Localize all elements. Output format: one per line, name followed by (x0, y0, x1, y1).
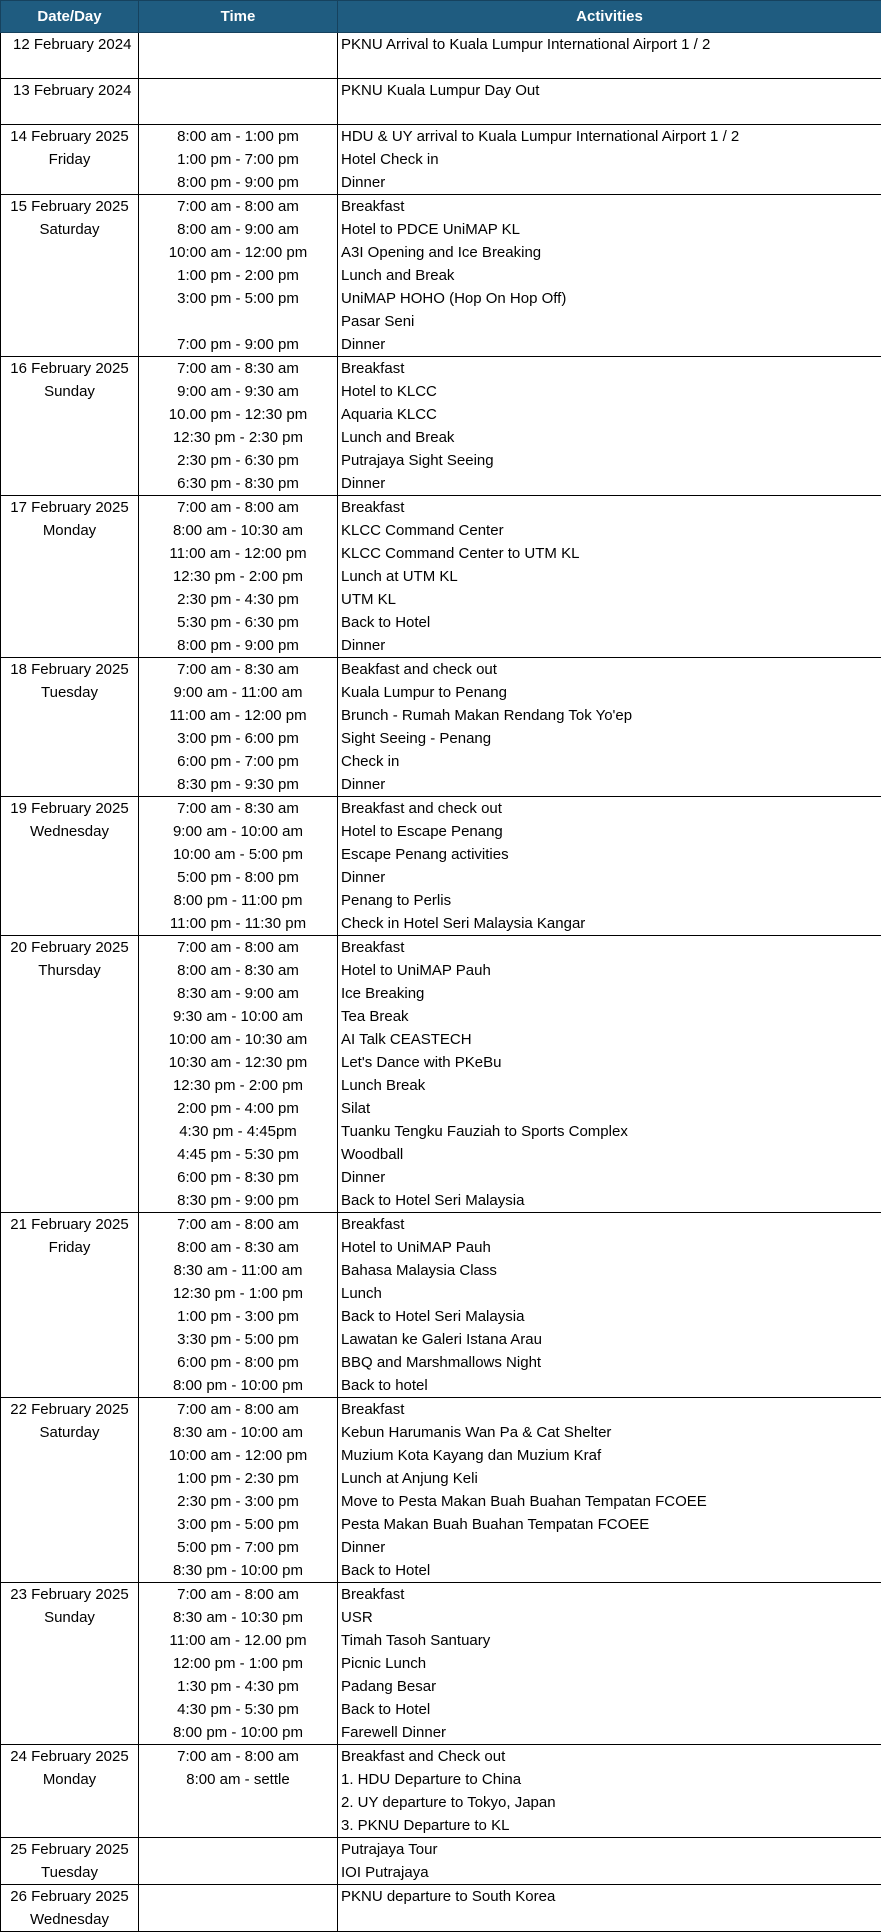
time-slot (139, 1838, 337, 1861)
time-slot: 3:00 pm - 5:00 pm (139, 1513, 337, 1536)
time-slot: 2:30 pm - 4:30 pm (139, 588, 337, 611)
time-slot: 7:00 am - 8:00 am (139, 496, 337, 519)
date-cell (1, 1213, 139, 1398)
activity-item: BBQ and Marshmallows Night (338, 1351, 881, 1374)
date-cell (1, 79, 139, 125)
activity-item: Kuala Lumpur to Penang (338, 681, 881, 704)
day-group-row (1, 797, 881, 936)
activity-item: Dinner (338, 866, 881, 889)
date-label: 24 February 2025 (1, 1745, 138, 1768)
time-slot: 4:30 pm - 5:30 pm (139, 1698, 337, 1721)
time-slot (139, 79, 337, 102)
time-slot: 11:00 am - 12:00 pm (139, 704, 337, 727)
day-label: Wednesday (1, 1908, 138, 1931)
activity-item: Back to Hotel (338, 1559, 881, 1582)
activities-cell (338, 1398, 881, 1583)
activity-item: Back to Hotel (338, 611, 881, 634)
activity-item: Lunch Break (338, 1074, 881, 1097)
time-slot: 7:00 am - 8:30 am (139, 797, 337, 820)
day-label: Tuesday (1, 1861, 138, 1884)
time-slot (139, 1885, 337, 1908)
activity-item: Breakfast (338, 936, 881, 959)
activity-item: Pasar Seni (338, 310, 881, 333)
date-cell (1, 357, 139, 496)
activities-cell (338, 79, 881, 125)
header-time: Time (139, 1, 338, 33)
activity-item: AI Talk CEASTECH (338, 1028, 881, 1051)
activity-item: Breakfast (338, 1213, 881, 1236)
day-group-row (1, 1583, 881, 1745)
activity-item: Lunch at Anjung Keli (338, 1467, 881, 1490)
time-cell (139, 79, 338, 125)
time-slot: 1:30 pm - 4:30 pm (139, 1675, 337, 1698)
date-cell (1, 1583, 139, 1745)
time-slot: 3:00 pm - 5:00 pm (139, 287, 337, 310)
activity-item: Let's Dance with PKeBu (338, 1051, 881, 1074)
activity-item: Hotel Check in (338, 148, 881, 171)
time-slot: 8:00 pm - 10:00 pm (139, 1721, 337, 1744)
time-slot: 7:00 am - 8:00 am (139, 1398, 337, 1421)
day-group-row (1, 79, 881, 125)
time-slot: 9:00 am - 9:30 am (139, 380, 337, 403)
time-slot: 8:00 pm - 9:00 pm (139, 634, 337, 657)
date-cell (1, 797, 139, 936)
time-cell (139, 797, 338, 936)
time-slot: 10:00 am - 12:00 pm (139, 1444, 337, 1467)
time-slot: 6:00 pm - 8:00 pm (139, 1351, 337, 1374)
activity-item: Breakfast (338, 496, 881, 519)
time-slot: 4:30 pm - 4:45pm (139, 1120, 337, 1143)
time-slot: 1:00 pm - 3:00 pm (139, 1305, 337, 1328)
header-activities: Activities (338, 1, 881, 33)
activity-item: UTM KL (338, 588, 881, 611)
time-slot: 3:30 pm - 5:00 pm (139, 1328, 337, 1351)
activity-item: Pesta Makan Buah Buahan Tempatan FCOEE (338, 1513, 881, 1536)
activity-item: Breakfast (338, 1398, 881, 1421)
activity-item: Sight Seeing - Penang (338, 727, 881, 750)
activity-item: Escape Penang activities (338, 843, 881, 866)
header-date: Date/Day (1, 1, 139, 33)
activity-item: Ice Breaking (338, 982, 881, 1005)
activity-item: Check in (338, 750, 881, 773)
activity-item: Dinner (338, 1166, 881, 1189)
time-slot: 8:00 am - 9:00 am (139, 218, 337, 241)
time-slot: 7:00 am - 8:30 am (139, 658, 337, 681)
activity-item: KLCC Command Center (338, 519, 881, 542)
date-label: 25 February 2025 (1, 1838, 138, 1861)
time-slot: 11:00 am - 12.00 pm (139, 1629, 337, 1652)
time-slot: 1:00 pm - 7:00 pm (139, 148, 337, 171)
activity-item: Breakfast (338, 195, 881, 218)
activities-cell (338, 1885, 881, 1932)
date-label: 21 February 2025 (1, 1213, 138, 1236)
date-label: 22 February 2025 (1, 1398, 138, 1421)
activity-item: Back to hotel (338, 1374, 881, 1397)
activity-item: Picnic Lunch (338, 1652, 881, 1675)
time-slot (139, 1861, 337, 1884)
time-cell (139, 1583, 338, 1745)
day-group-row (1, 1745, 881, 1838)
time-slot (139, 1814, 337, 1837)
activity-item: PKNU Kuala Lumpur Day Out (338, 79, 881, 102)
date-label: 14 February 2025 (1, 125, 138, 148)
date-cell (1, 496, 139, 658)
time-cell (139, 1885, 338, 1932)
activity-item: Tuanku Tengku Fauziah to Sports Complex (338, 1120, 881, 1143)
activity-item: HDU & UY arrival to Kuala Lumpur International Airport 1 / 2 (338, 125, 881, 148)
activity-item: Dinner (338, 1536, 881, 1559)
day-label: Sunday (1, 1606, 138, 1629)
time-slot: 9:30 am - 10:00 am (139, 1005, 337, 1028)
time-slot: 5:00 pm - 7:00 pm (139, 1536, 337, 1559)
day-group-row (1, 357, 881, 496)
time-cell (139, 125, 338, 195)
activity-item: Dinner (338, 171, 881, 194)
day-label: Saturday (1, 218, 138, 241)
time-slot: 8:00 pm - 11:00 pm (139, 889, 337, 912)
date-label: 23 February 2025 (1, 1583, 138, 1606)
time-slot: 6:00 pm - 7:00 pm (139, 750, 337, 773)
time-slot: 10:00 am - 12:00 pm (139, 241, 337, 264)
day-label: Saturday (1, 1421, 138, 1444)
time-slot: 8:30 am - 9:00 am (139, 982, 337, 1005)
day-group-row (1, 125, 881, 195)
activities-cell (338, 1213, 881, 1398)
date-cell (1, 33, 139, 79)
time-cell (139, 658, 338, 797)
time-slot (139, 310, 337, 333)
date-label: 18 February 2025 (1, 658, 138, 681)
day-label: Friday (1, 148, 138, 171)
activities-cell (338, 658, 881, 797)
time-cell (139, 1398, 338, 1583)
time-slot (139, 33, 337, 56)
activity-item: Breakfast and check out (338, 797, 881, 820)
activity-item: Lunch and Break (338, 426, 881, 449)
day-group-row (1, 1398, 881, 1583)
time-slot: 8:00 am - 8:30 am (139, 1236, 337, 1259)
date-label: 15 February 2025 (1, 195, 138, 218)
activity-item: Dinner (338, 773, 881, 796)
activity-item: Hotel to KLCC (338, 380, 881, 403)
date-label: 17 February 2025 (1, 496, 138, 519)
time-slot: 8:30 pm - 10:00 pm (139, 1559, 337, 1582)
time-slot: 10:30 am - 12:30 pm (139, 1051, 337, 1074)
time-slot: 8:00 am - settle (139, 1768, 337, 1791)
time-slot: 7:00 am - 8:00 am (139, 936, 337, 959)
activity-item: 1. HDU Departure to China (338, 1768, 881, 1791)
day-group-row (1, 658, 881, 797)
date-cell (1, 1885, 139, 1932)
time-cell (139, 357, 338, 496)
time-slot: 4:45 pm - 5:30 pm (139, 1143, 337, 1166)
activities-cell (338, 1745, 881, 1838)
time-slot: 2:30 pm - 6:30 pm (139, 449, 337, 472)
activity-item: Woodball (338, 1143, 881, 1166)
activity-item: Aquaria KLCC (338, 403, 881, 426)
activity-item: Breakfast (338, 1583, 881, 1606)
time-cell (139, 496, 338, 658)
activity-item: Hotel to PDCE UniMAP KL (338, 218, 881, 241)
activity-item: Padang Besar (338, 1675, 881, 1698)
time-slot: 10:00 am - 5:00 pm (139, 843, 337, 866)
date-cell (1, 125, 139, 195)
time-slot: 8:30 am - 10:30 pm (139, 1606, 337, 1629)
time-slot: 3:00 pm - 6:00 pm (139, 727, 337, 750)
time-slot: 12:30 pm - 2:30 pm (139, 426, 337, 449)
activity-item: Penang to Perlis (338, 889, 881, 912)
time-slot: 8:00 am - 10:30 am (139, 519, 337, 542)
time-slot: 1:00 pm - 2:30 pm (139, 1467, 337, 1490)
date-label: 20 February 2025 (1, 936, 138, 959)
day-label: Monday (1, 1768, 138, 1791)
time-slot: 6:30 pm - 8:30 pm (139, 472, 337, 495)
activity-item: Breakfast and Check out (338, 1745, 881, 1768)
activities-cell (338, 357, 881, 496)
time-slot: 7:00 am - 8:00 am (139, 195, 337, 218)
date-cell (1, 1745, 139, 1838)
time-slot: 12:00 pm - 1:00 pm (139, 1652, 337, 1675)
activity-item: Hotel to UniMAP Pauh (338, 1236, 881, 1259)
day-label: Sunday (1, 380, 138, 403)
day-label: Thursday (1, 959, 138, 982)
time-slot: 8:30 pm - 9:30 pm (139, 773, 337, 796)
time-cell (139, 1838, 338, 1885)
activities-cell (338, 195, 881, 357)
time-slot: 8:00 am - 1:00 pm (139, 125, 337, 148)
time-slot: 11:00 am - 12:00 pm (139, 542, 337, 565)
activities-cell (338, 797, 881, 936)
day-group-row (1, 936, 881, 1213)
date-cell (1, 936, 139, 1213)
time-slot: 8:00 am - 8:30 am (139, 959, 337, 982)
date-cell (1, 195, 139, 357)
time-slot: 7:00 am - 8:00 am (139, 1745, 337, 1768)
time-slot: 9:00 am - 10:00 am (139, 820, 337, 843)
activity-item: Lawatan ke Galeri Istana Arau (338, 1328, 881, 1351)
time-cell (139, 33, 338, 79)
time-slot: 9:00 am - 11:00 am (139, 681, 337, 704)
date-label: 19 February 2025 (1, 797, 138, 820)
time-cell (139, 1745, 338, 1838)
time-slot: 7:00 am - 8:30 am (139, 357, 337, 380)
time-cell (139, 195, 338, 357)
activity-item: 2. UY departure to Tokyo, Japan (338, 1791, 881, 1814)
activity-item: UniMAP HOHO (Hop On Hop Off) (338, 287, 881, 310)
time-slot: 10.00 pm - 12:30 pm (139, 403, 337, 426)
activity-item: Move to Pesta Makan Buah Buahan Tempatan FCOEE (338, 1490, 881, 1513)
day-label: Wednesday (1, 820, 138, 843)
activity-item: Muzium Kota Kayang dan Muzium Kraf (338, 1444, 881, 1467)
time-slot: 12:30 pm - 2:00 pm (139, 1074, 337, 1097)
activity-item: Farewell Dinner (338, 1721, 881, 1744)
date-label: 16 February 2025 (1, 357, 138, 380)
activities-cell (338, 496, 881, 658)
activity-item: Back to Hotel Seri Malaysia (338, 1305, 881, 1328)
activity-item: Lunch and Break (338, 264, 881, 287)
time-slot: 11:00 pm - 11:30 pm (139, 912, 337, 935)
activity-item: Lunch (338, 1282, 881, 1305)
date-cell (1, 1838, 139, 1885)
activities-cell (338, 33, 881, 79)
time-slot: 7:00 am - 8:00 am (139, 1213, 337, 1236)
activity-item: USR (338, 1606, 881, 1629)
date-label: 13 February 2024 (1, 79, 138, 102)
activity-item: Silat (338, 1097, 881, 1120)
activity-item: Dinner (338, 333, 881, 356)
activity-item: Tea Break (338, 1005, 881, 1028)
activity-item: IOI Putrajaya (338, 1861, 881, 1884)
day-label: Friday (1, 1236, 138, 1259)
activity-item: Back to Hotel Seri Malaysia (338, 1189, 881, 1212)
itinerary-body (1, 33, 881, 1932)
time-slot: 6:00 pm - 8:30 pm (139, 1166, 337, 1189)
activity-item: Timah Tasoh Santuary (338, 1629, 881, 1652)
day-group-row (1, 1213, 881, 1398)
time-slot: 8:00 pm - 10:00 pm (139, 1374, 337, 1397)
time-slot: 8:00 pm - 9:00 pm (139, 171, 337, 194)
day-group-row (1, 195, 881, 357)
time-slot: 5:00 pm - 8:00 pm (139, 866, 337, 889)
activity-item: Hotel to Escape Penang (338, 820, 881, 843)
activities-cell (338, 936, 881, 1213)
time-slot: 8:30 am - 10:00 am (139, 1421, 337, 1444)
time-slot: 7:00 am - 8:00 am (139, 1583, 337, 1606)
time-cell (139, 1213, 338, 1398)
activity-item: Breakfast (338, 357, 881, 380)
activity-item: Putrajaya Tour (338, 1838, 881, 1861)
day-label: Tuesday (1, 681, 138, 704)
activity-item: Dinner (338, 472, 881, 495)
day-group-row (1, 33, 881, 79)
date-cell (1, 658, 139, 797)
activities-cell (338, 1583, 881, 1745)
activity-item: Hotel to UniMAP Pauh (338, 959, 881, 982)
activity-item: Check in Hotel Seri Malaysia Kangar (338, 912, 881, 935)
activity-item: PKNU Arrival to Kuala Lumpur International Airport 1 / 2 (338, 33, 881, 56)
activity-item: 3. PKNU Departure to KL (338, 1814, 881, 1837)
activity-item: Lunch at UTM KL (338, 565, 881, 588)
activity-item: Kebun Harumanis Wan Pa & Cat Shelter (338, 1421, 881, 1444)
activity-item: Beakfast and check out (338, 658, 881, 681)
activity-item: Putrajaya Sight Seeing (338, 449, 881, 472)
time-slot: 5:30 pm - 6:30 pm (139, 611, 337, 634)
activity-item: A3I Opening and Ice Breaking (338, 241, 881, 264)
time-slot: 8:30 pm - 9:00 pm (139, 1189, 337, 1212)
activity-item: KLCC Command Center to UTM KL (338, 542, 881, 565)
day-group-row (1, 1885, 881, 1932)
time-slot: 12:30 pm - 1:00 pm (139, 1282, 337, 1305)
day-label: Monday (1, 519, 138, 542)
activity-item: PKNU departure to South Korea (338, 1885, 881, 1908)
time-slot: 10:00 am - 10:30 am (139, 1028, 337, 1051)
activity-item: Brunch - Rumah Makan Rendang Tok Yo'ep (338, 704, 881, 727)
activity-item: Bahasa Malaysia Class (338, 1259, 881, 1282)
time-cell (139, 936, 338, 1213)
activities-cell (338, 1838, 881, 1885)
activity-item: Back to Hotel (338, 1698, 881, 1721)
time-slot: 2:00 pm - 4:00 pm (139, 1097, 337, 1120)
day-group-row (1, 1838, 881, 1885)
date-label: 12 February 2024 (1, 33, 138, 56)
time-slot: 7:00 pm - 9:00 pm (139, 333, 337, 356)
header-row (1, 1, 881, 33)
time-slot: 1:00 pm - 2:00 pm (139, 264, 337, 287)
time-slot: 8:30 am - 11:00 am (139, 1259, 337, 1282)
day-group-row (1, 496, 881, 658)
time-slot: 2:30 pm - 3:00 pm (139, 1490, 337, 1513)
time-slot: 12:30 pm - 2:00 pm (139, 565, 337, 588)
date-label: 26 February 2025 (1, 1885, 138, 1908)
activities-cell (338, 125, 881, 195)
time-slot (139, 1791, 337, 1814)
date-cell (1, 1398, 139, 1583)
activity-item: Dinner (338, 634, 881, 657)
